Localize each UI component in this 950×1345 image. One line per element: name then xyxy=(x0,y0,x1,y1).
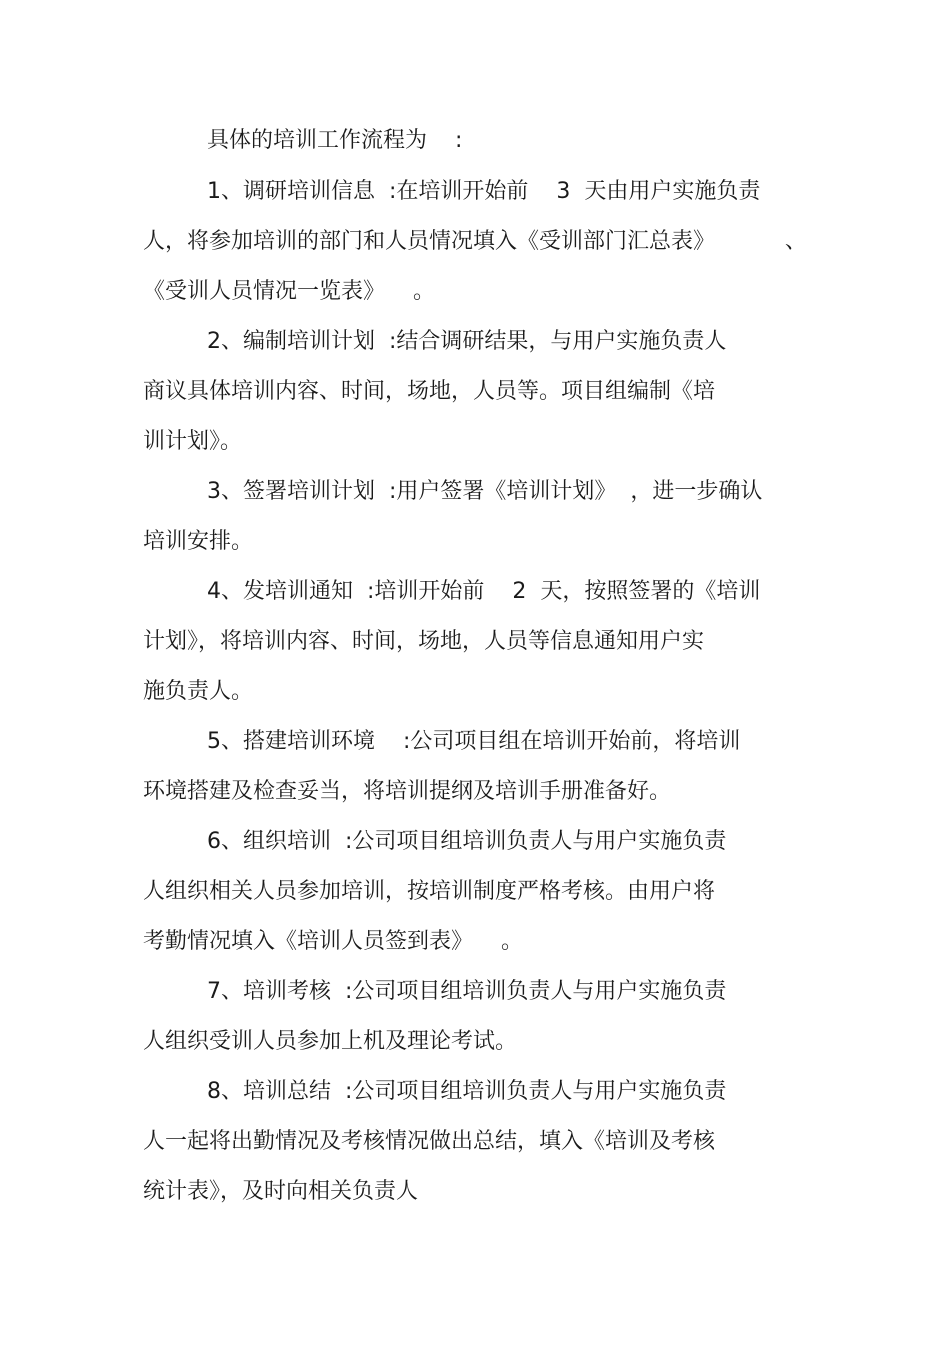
step-4-line-2: 计划》，将培训内容、时间，场地，人员等信息通知用户实 xyxy=(143,629,705,654)
step-4-line-1: 4、发培训通知 :培训开始前 2 天，按照签署的《培训 xyxy=(207,579,761,604)
step-3-line-2: 培训安排。 xyxy=(143,529,254,554)
step-6-line-3: 考勤情况填入《培训人员签到表》 。 xyxy=(143,929,523,954)
step-8-line-1: 8、培训总结 :公司项目组培训负责人与用户实施负责 xyxy=(207,1079,727,1104)
step-1-line-1: 1、调研培训信息 :在培训开始前 3 天由用户实施负责 xyxy=(207,179,761,204)
step-1-line-3: 《受训人员情况一览表》 。 xyxy=(143,279,435,304)
step-1-line-2: 人，将参加培训的部门和人员情况填入《受训部门汇总表》 、 xyxy=(143,229,807,254)
step-2-line-2: 商议具体培训内容、时间，场地，人员等。项目组编制《培 xyxy=(143,379,716,404)
step-2-line-1: 2、编制培训计划 :结合调研结果，与用户实施负责人 xyxy=(207,329,727,354)
step-6-line-2: 人组织相关人员参加培训，按培训制度严格考核。由用户将 xyxy=(143,879,716,904)
step-7-line-1: 7、培训考核 :公司项目组培训负责人与用户实施负责 xyxy=(207,979,727,1004)
step-6-line-1: 6、组织培训 :公司项目组培训负责人与用户实施负责 xyxy=(207,829,727,854)
step-5-line-1: 5、搭建培训环境 :公司项目组在培训开始前，将培训 xyxy=(207,729,741,754)
step-7-line-2: 人组织受训人员参加上机及理论考试。 xyxy=(143,1029,518,1054)
step-2-line-3: 训计划》。 xyxy=(143,429,243,454)
step-8-line-2: 人一起将出勤情况及考核情况做出总结，填入《培训及考核 xyxy=(143,1129,716,1154)
step-4-line-3: 施负责人。 xyxy=(143,679,254,704)
step-3-line-1: 3、签署培训计划 :用户签署《培训计划》 ，进一步确认 xyxy=(207,479,763,504)
step-8-line-3: 统计表》，及时向相关负责人 xyxy=(143,1179,419,1204)
step-5-line-2: 环境搭建及检查妥当，将培训提纲及培训手册准备好。 xyxy=(143,779,672,804)
intro-line: 具体的培训工作流程为 : xyxy=(207,128,463,153)
